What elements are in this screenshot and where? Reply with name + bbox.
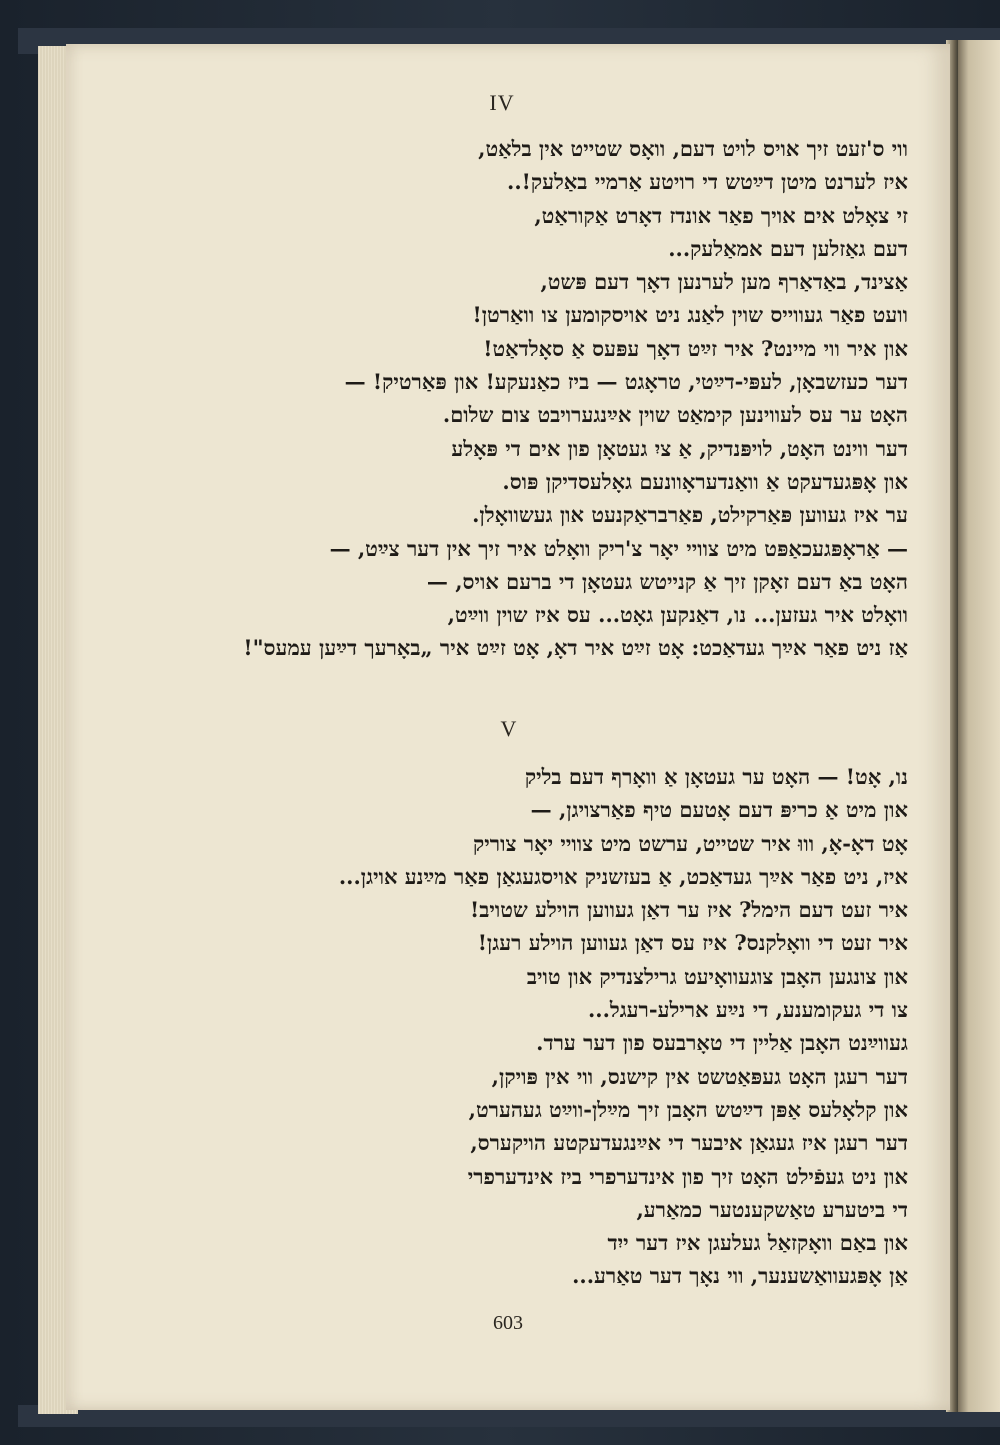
poem-line: — אַראָפּגעכאַפּט מיט צוויי יאָר צ'ריק וואָלט איר זיך אין דער צײַט, — — [329, 535, 908, 561]
poem-line: האָט ער עס לעווינען קימאַט שוין אײַנגערויבט צום שלום. — [442, 402, 908, 428]
poem-line: וועט פאַר געווייס שוין לאַנג ניט אויסקומען צו וואַרטן! — [472, 302, 908, 328]
poem-line: געווײַנט האָבן אַליין די טאָרבעס פון דער ערד. — [536, 1030, 908, 1056]
poem-line: און מיט אַ כריפּ דעם אָטעם טיף פאַרצויגן, — — [530, 797, 908, 823]
poem-line: זי צאָלט אים אויך פאַר אונדז דאָרט אַקוראַט, — [534, 202, 908, 228]
poem-line: אָט דאָ-אָ, וווּ איר שטייט, ערשט מיט צוויי יאָר צוריק — [473, 830, 908, 856]
poem-line: דער ווינט האָט, לויפּנדיק, אַ ציִ געטאָן פון אים די פּאָלע — [451, 435, 908, 461]
poem-line: צו די געקומענע, די נײַע ארילע-רעגל... — [587, 997, 908, 1023]
poem-line: האָט באַ דעם זאָקן זיך אַ קנייטש געטאָן די ברעם אויס, — — [426, 568, 908, 594]
section-heading-v: V — [500, 716, 518, 741]
poem-line: דער רעגן איז געגאַן איבער די אײַנגעדעקטע הויקערס, — [470, 1130, 908, 1156]
facing-page-edge — [958, 40, 1000, 1412]
poem-line: איז לערנט מיטן דײַטש די רויטע אַרמיי באַלעק!.. — [507, 169, 908, 195]
poem-line: און קלאָלעס אַפּן דײַטש האָבן זיך מײַלן-ווײַט געהערט, — [468, 1096, 908, 1122]
book-page — [66, 44, 950, 1410]
poem-line: און צונגען האָבן צוגעוואָיעט גרילצנדיק און טויב — [526, 963, 908, 989]
poem-section-iv — [148, 132, 908, 665]
poem-line: דעם גאַזלען דעם אמאַלעק... — [668, 235, 908, 261]
poem-line: אַצינד, באַדאַרף מען לערנען דאָך דעם פּשט, — [540, 269, 908, 295]
poem-line: איר זעט די וואָלקנס? איז עס דאַן געווען הוילע רעגן! — [477, 930, 908, 956]
poem-line: דער כעזשבאָן, לעפּי-דײַטי, טראָגט — ביז כאַנעקע! און פּאַרטיק! — — [344, 369, 908, 395]
poem-line: נו, אָט! — האָט ער געטאָן אַ וואָרף דעם בליק — [524, 764, 908, 789]
poem-line: וואָלט איר געזען... נו, דאַנקען גאָט... עס איז שוין ווײַט, — [447, 602, 908, 628]
poem-line: ער איז געווען פּאַרקילט, פאַרבראַקנעט און געשוואָלן. — [472, 502, 908, 528]
poem-line: און באַם וואָקזאַל געלעגן איז דער ייִד — [607, 1230, 908, 1256]
section-heading-iv: IV — [489, 90, 515, 115]
poem-line: ווי ס'זעט זיך אויס לויט דעם, וואָס שטייט אין בלאַט, — [478, 136, 908, 161]
poem-line: איר זעט דעם הימל? איז ער דאַן געווען הוילע שטויב! — [470, 897, 908, 923]
poem-line: און אָפּגעדעקט אַ וואַנדעראָוונעם גאָלעסדיקן פּוס. — [502, 468, 908, 494]
poem-line: דער רעגן האָט געפּאַטשט אין קישנס, ווי אין פּויקן, — [491, 1063, 908, 1089]
poem-line: און ניט געפֿילט האָט זיך פון אינדערפרי ביז אינדערפרי — [467, 1163, 908, 1189]
poem-line: די ביטערע טאַשקענטער כמאַרע, — [636, 1196, 908, 1222]
poem-line: און איר ווי מיינט? איר זײַט דאָך עפּעס אַ סאָלדאַט! — [483, 335, 908, 361]
poem-line: איז, ניט פאַר אײַך געדאַכט, אַ בעזשניק אויסגעגאַן פאַר מײַנע אויגן... — [338, 863, 908, 889]
poem-line: אַז ניט פאַר אײַך געדאַכט: אָט זײַט איר דאָ, אָט זײַט איר „באָרעך דײַען עמעס"! — [243, 635, 908, 661]
poem-line: אַן אָפּגעוואַשענער, ווי נאָך דער טאַרע... — [572, 1263, 908, 1289]
page-number: 603 — [493, 1312, 523, 1334]
poem-section-v — [148, 760, 908, 1293]
